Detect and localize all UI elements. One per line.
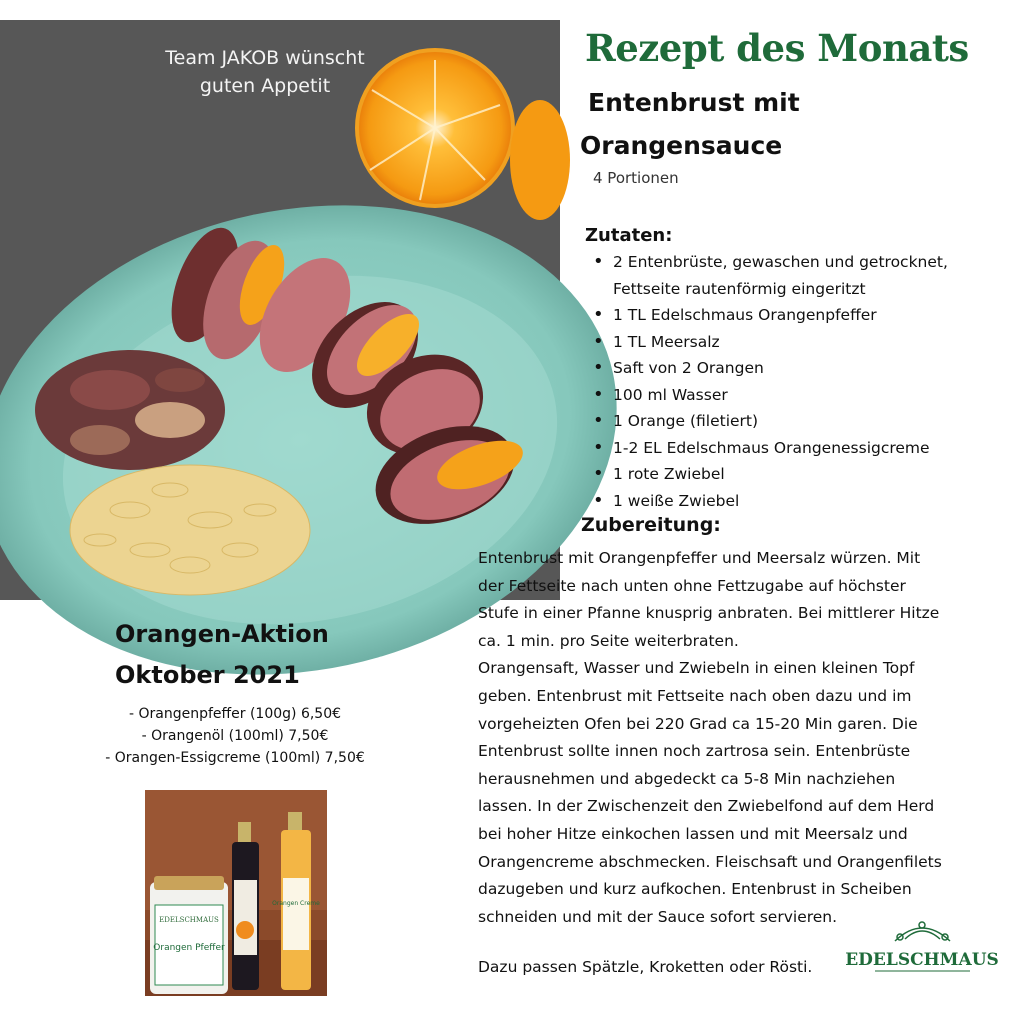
logo-graphic [845, 915, 999, 985]
dish-illustration [0, 20, 560, 600]
preparation-line: Orangensaft, Wasser und Zwiebeln in einen kleinen Topf [478, 659, 915, 678]
ingredient-item: • 1 weiße Zwiebel [593, 488, 1003, 515]
preparation-text [478, 545, 1018, 931]
preparation-line: herausnehmen und abgedeckt ca 5-8 Min nachziehen [478, 769, 896, 788]
preparation-heading: Zubereitung: [581, 514, 721, 536]
bottle2-name: Orangen Creme [272, 900, 320, 907]
promo-item: - Orangenöl (100ml) 7,50€ [141, 728, 329, 744]
promo-item: - Orangenpfeffer (100g) 6,50€ [128, 706, 342, 722]
preparation-line: vorgeheizten Ofen bei 220 Grad ca 15-20 Min garen. Die [478, 714, 918, 733]
ingredient-continuation: Fettseite rautenförmig eingeritzt [613, 279, 866, 298]
ingredient-text: 2 Entenbrüste, gewaschen und getrocknet, [613, 253, 948, 271]
ingredients-heading: Zutaten: [585, 225, 673, 246]
preparation-line: der Fettseite nach unten ohne Fettzugabe auf höchster [478, 576, 906, 595]
photo-caption-line2: guten Appetit [199, 75, 331, 97]
preparation-line: Entenbrust sollte innen noch zartrosa sein. Entenbrüste [478, 742, 911, 761]
logo-text: EDELSCHMAUS [845, 950, 999, 970]
ingredients-list [593, 249, 1003, 514]
ingredient-item: • 1 TL Meersalz [593, 329, 1003, 356]
ingredient-item: • 1-2 EL Edelschmaus Orangenessigcreme [593, 435, 1003, 462]
ingredient-item: • Saft von 2 Orangen [593, 355, 1003, 382]
preparation-line: Entenbrust mit Orangenpfeffer und Meersalz würzen. Mit [478, 549, 921, 567]
ingredient-item [593, 249, 1003, 302]
preparation-line: Stufe in einer Pfanne knusprig anbraten. Bei mittlerer Hitze [478, 604, 940, 623]
onions [35, 350, 225, 470]
promo-heading-line2: Oktober 2021 [115, 661, 300, 689]
preparation-line: dazugeben und kurz aufkochen. Entenbrust in Scheiben [478, 880, 912, 899]
preparation-line: schneiden und mit der Sauce sofort servieren. [478, 907, 838, 926]
ingredient-item: • 100 ml Wasser [593, 382, 1003, 409]
promo-list [80, 703, 390, 769]
dish-photo [0, 20, 560, 600]
dish-name-line1: Entenbrust mit [588, 88, 800, 117]
photo-caption [140, 44, 390, 100]
jar-name: Orangen Pfeffer [153, 943, 225, 953]
preparation-line: geben. Entenbrust mit Fettseite nach oben dazu und im [478, 686, 912, 705]
preparation-line: bei hoher Hitze einkochen lassen und mit Meersalz und [478, 824, 908, 843]
ingredient-item: • 1 rote Zwiebel [593, 461, 1003, 488]
jar-brand: EDELSCHMAUS [159, 916, 219, 924]
spaetzle [70, 465, 310, 595]
dish-name-line2: Orangensauce [580, 131, 783, 160]
promo-heading-line1: Orangen-Aktion [115, 620, 329, 648]
page-title: Rezept des Monats [585, 26, 969, 70]
ingredient-item: • 1 TL Edelschmaus Orangenpfeffer [593, 302, 1003, 329]
products-illustration [145, 790, 327, 996]
photo-caption-line1: Team JAKOB wünscht [165, 47, 365, 69]
preparation-line: ca. 1 min. pro Seite weiterbraten. [478, 631, 739, 650]
promo-item: - Orangen-Essigcreme (100ml) 7,50€ [105, 750, 365, 766]
serving-suggestion: Dazu passen Spätzle, Kroketten oder Rösti. [478, 958, 813, 976]
portions: 4 Portionen [593, 169, 679, 187]
preparation-line: lassen. In der Zwischenzeit den Zwiebelfond auf dem Herd [478, 797, 935, 816]
products-photo [145, 790, 327, 996]
edelschmaus-logo [845, 915, 999, 985]
preparation-line: Orangencreme abschmecken. Fleischsaft und Orangenfilets [478, 852, 942, 871]
ingredient-item: • 1 Orange (filetiert) [593, 408, 1003, 435]
